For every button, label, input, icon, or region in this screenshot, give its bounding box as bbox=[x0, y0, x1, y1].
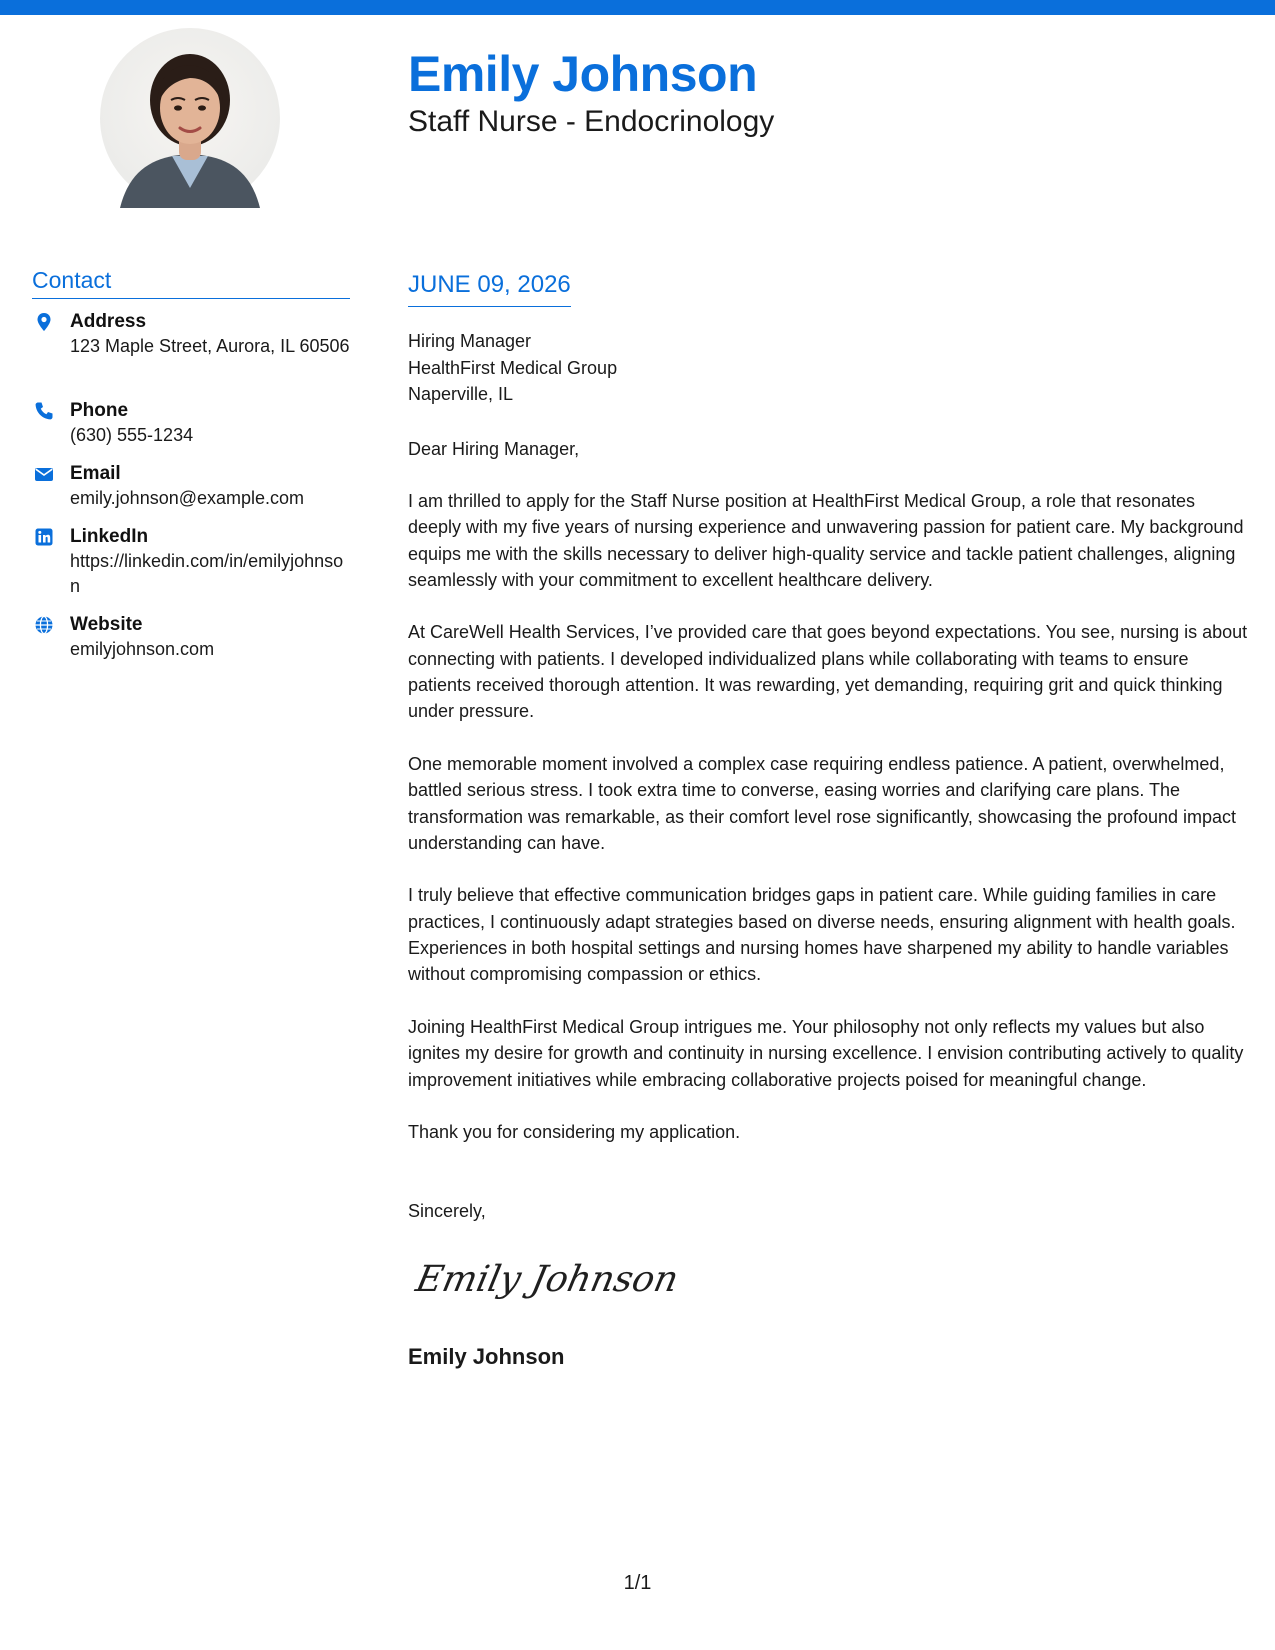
top-accent-bar bbox=[0, 0, 1275, 15]
phone-value: (630) 555-1234 bbox=[70, 425, 194, 445]
job-title: Staff Nurse - Endocrinology bbox=[408, 105, 775, 138]
address-value: 123 Maple Street, Aurora, IL 60506 bbox=[70, 336, 350, 356]
contact-item-email bbox=[32, 462, 304, 511]
contact-label: Phone bbox=[70, 400, 129, 421]
signature-text: Emily Johnson bbox=[412, 1257, 683, 1300]
recipient-line: Naperville, IL bbox=[408, 384, 514, 404]
body-paragraph: Joining HealthFirst Medical Group intrigues me. Your philosophy not only reflects my values but also ignites my desire for growth and continuity in nursing excellence. I envision contributing actively to quality improvement initiatives while embracing collaborative projects poised for meaningful change. bbox=[408, 1016, 1244, 1090]
website-value[interactable]: emilyjohnson.com bbox=[70, 639, 215, 659]
recipient-line: Hiring Manager bbox=[408, 331, 532, 351]
signer-name: Emily Johnson bbox=[408, 1344, 565, 1369]
contact-label: Website bbox=[70, 614, 143, 635]
recipient-line: HealthFirst Medical Group bbox=[408, 357, 618, 378]
contact-item-linkedin bbox=[32, 525, 352, 599]
linkedin-value[interactable]: https://linkedin.com/in/emilyjohnson bbox=[70, 551, 344, 596]
email-value: emily.johnson@example.com bbox=[70, 488, 305, 508]
contact-label: Email bbox=[70, 463, 121, 484]
body-paragraph: At CareWell Health Services, I’ve provided care that goes beyond expectations. You see, nursing is about connecting with patients. I developed individualized plans while collaborating with teams to ensure patients received thorough attention. It was rewarding, yet demanding, requiring grit and quick thinking under pressure. bbox=[408, 622, 1248, 722]
location-pin-icon bbox=[34, 312, 54, 332]
candidate-name: Emily Johnson bbox=[408, 46, 758, 102]
body-paragraph: One memorable moment involved a complex case requiring endless patience. A patient, overwhelmed, battled serious stress. I took extra time to converse, easing worries and clarifying care plans. The transformation was remarkable, as their comfort level rose significantly, showcasing the profound impact understanding can have. bbox=[408, 753, 1237, 853]
contact-heading: Contact bbox=[32, 266, 350, 299]
globe-icon bbox=[34, 615, 54, 635]
contact-label: Address bbox=[70, 311, 147, 332]
body-paragraph: Thank you for considering my application. bbox=[408, 1122, 741, 1143]
contact-item-website bbox=[32, 613, 214, 662]
avatar bbox=[100, 28, 280, 208]
closing: Sincerely, bbox=[408, 1201, 486, 1221]
contact-item-phone bbox=[32, 399, 193, 448]
profile-photo-illustration bbox=[100, 28, 280, 208]
body-paragraph: I truly believe that effective communication bridges gaps in patient care. While guiding families in care practices, I continuously adapt strategies based on diverse needs, ensuring alignment with health goals. Experiences in both hospital settings and nursing homes have sharpened my ability to handle variables without compromising compassion or ethics. bbox=[408, 885, 1236, 985]
envelope-icon bbox=[34, 464, 54, 484]
letter-body bbox=[408, 488, 1253, 1172]
page-number: 1/1 bbox=[623, 1572, 652, 1594]
linkedin-icon bbox=[34, 527, 54, 547]
phone-icon bbox=[34, 401, 54, 421]
handwritten-signature bbox=[412, 1245, 683, 1315]
salutation: Dear Hiring Manager, bbox=[408, 439, 580, 459]
body-paragraph: I am thrilled to apply for the Staff Nurse position at HealthFirst Medical Group, a role that resonates deeply with my five years of nursing experience and unwavering passion for patient care. My background equips me with the skills necessary to deliver high-quality service and tackle patient challenges, aligning seamlessly with your commitment to excellent healthcare delivery. bbox=[408, 491, 1244, 590]
letter-date: JUNE 09, 2026 bbox=[408, 270, 571, 307]
recipient-block bbox=[408, 328, 617, 408]
contact-label: LinkedIn bbox=[70, 526, 149, 547]
contact-item-address bbox=[32, 310, 350, 359]
